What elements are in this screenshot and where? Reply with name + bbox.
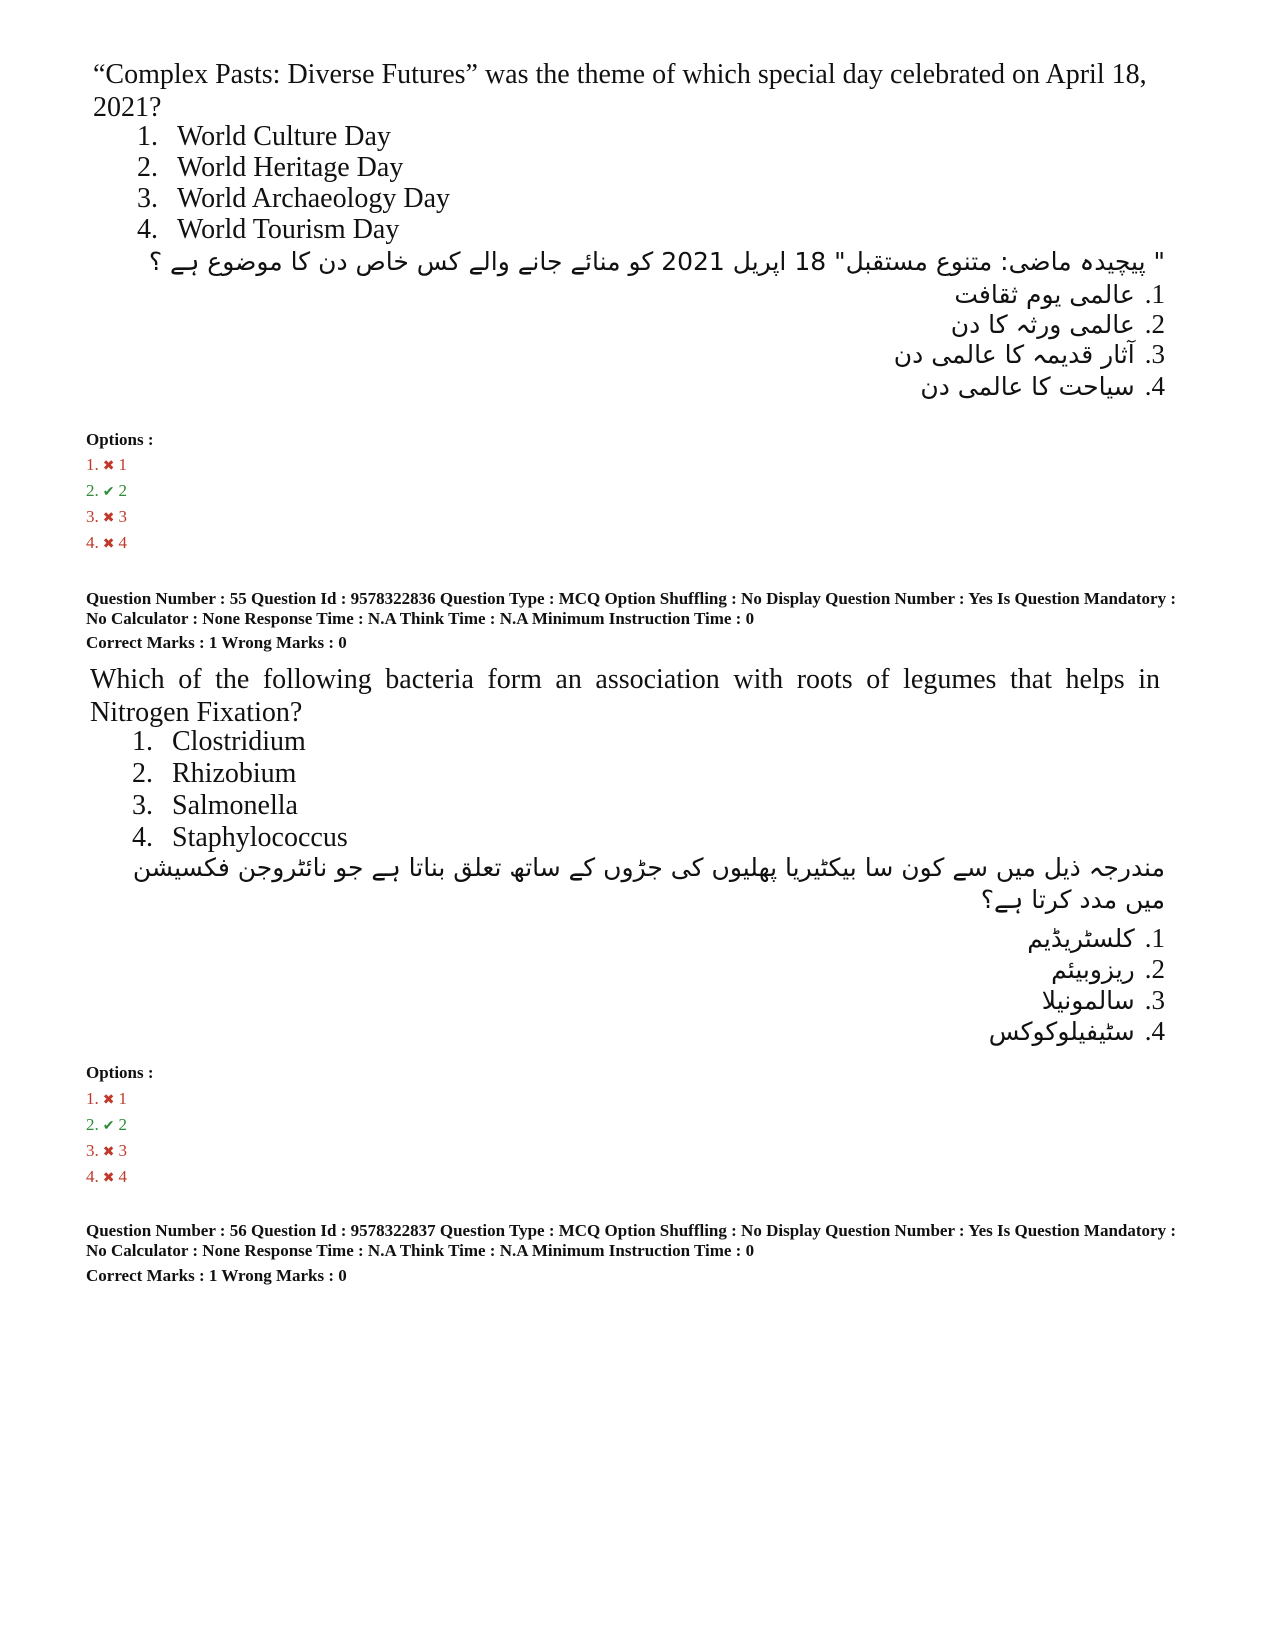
answer-option (86, 1141, 127, 1161)
urdu-option-label: سالمونیلا (1041, 986, 1135, 1015)
cross-icon: ✖ (102, 1171, 115, 1186)
answer-number: 3. (86, 1141, 99, 1160)
urdu-option (1051, 953, 1165, 986)
answer-value: 1 (118, 455, 127, 474)
question-option (132, 790, 298, 822)
answer-option (86, 455, 127, 475)
option-number: 2. (132, 758, 153, 789)
option-label: Salmonella (172, 790, 298, 821)
urdu-option (951, 308, 1165, 341)
option-number: 2. (137, 152, 158, 183)
question-option (132, 822, 348, 854)
option-label: World Archaeology Day (177, 183, 450, 214)
option-number: 2. (1144, 954, 1165, 984)
cross-icon: ✖ (102, 1145, 115, 1160)
option-label: Staphylococcus (172, 822, 348, 853)
option-number: 3. (137, 183, 158, 214)
answer-option (86, 1167, 127, 1187)
option-number: 2. (1144, 309, 1165, 339)
option-number: 1. (132, 726, 153, 757)
urdu-option-label: آثار قدیمہ کا عالمی دن (893, 340, 1135, 369)
urdu-option-label: ریزوبیئم (1051, 955, 1135, 984)
option-number: 4. (1144, 371, 1165, 401)
cross-icon: ✖ (102, 511, 115, 526)
cross-icon: ✖ (102, 1093, 115, 1108)
options-label: Options : (86, 1063, 154, 1082)
answer-number: 4. (86, 533, 99, 552)
question-option (137, 214, 399, 246)
answer-value: 4 (118, 1167, 127, 1186)
question-text: Which of the following bacteria form an association with roots of legumes that helps in Nitrogen Fixation? (90, 664, 1160, 728)
cross-icon: ✖ (102, 537, 115, 552)
urdu-question-text: مندرجہ ذیل میں سے کون سا بیکٹیریا پھلیوں کی جڑوں کے ساتھ تعلق بناتا ہے جو نائٹروجن فکسیشن میں مدد کرتا ہے؟ (132, 853, 1165, 914)
urdu-option-label: سٹیفیلوکوکس (988, 1017, 1135, 1046)
answer-number: 2. (86, 481, 99, 500)
urdu-question-text: " پیچیدہ ماضی: متنوع مستقبل" 18 اپریل 2021 کو منائے جانے والے کس خاص دن کا موضوع ہے ؟ (148, 247, 1165, 276)
answer-value: 2 (118, 481, 127, 500)
option-number: 4. (132, 822, 153, 853)
question-meta: Question Number : 55 Question Id : 9578322836 Question Type : MCQ Option Shuffling : No Display Question Number : Yes Is Question Mandatory : No Calculator : None Response Time : N.A Think Time : N.A Minimum Instruction Time : 0 (86, 589, 1176, 628)
option-number: 1. (137, 121, 158, 152)
answer-number: 2. (86, 1115, 99, 1134)
question-marks: Correct Marks : 1 Wrong Marks : 0 (86, 633, 347, 652)
urdu-option (894, 338, 1165, 371)
question-option (137, 121, 391, 153)
answer-option (86, 1089, 127, 1109)
answer-number: 3. (86, 507, 99, 526)
option-number: 3. (1144, 339, 1165, 369)
option-number: 1. (1144, 923, 1165, 953)
answer-option (86, 1115, 127, 1135)
urdu-option-label: سیاحت کا عالمی دن (920, 372, 1135, 401)
urdu-option (954, 278, 1165, 311)
option-label: World Culture Day (177, 121, 391, 152)
question-option (132, 726, 306, 758)
urdu-option-label: عالمی یوم ثقافت (954, 280, 1135, 309)
urdu-option (989, 1015, 1165, 1048)
option-number: 3. (1144, 985, 1165, 1015)
option-label: Clostridium (172, 726, 306, 757)
question-option (137, 152, 403, 184)
check-icon: ✔ (102, 1119, 115, 1134)
question-meta: Question Number : 56 Question Id : 9578322837 Question Type : MCQ Option Shuffling : No Display Question Number : Yes Is Question Mandatory : No Calculator : None Response Time : N.A Think Time : N.A Minimum Instruction Time : 0 (86, 1221, 1176, 1260)
option-number: 4. (1144, 1016, 1165, 1046)
answer-number: 1. (86, 455, 99, 474)
question-marks: Correct Marks : 1 Wrong Marks : 0 (86, 1266, 347, 1285)
urdu-option (1027, 922, 1165, 955)
answer-value: 4 (118, 533, 127, 552)
answer-value: 3 (118, 507, 127, 526)
answer-number: 1. (86, 1089, 99, 1108)
option-label: World Heritage Day (177, 152, 404, 183)
answer-option (86, 507, 127, 527)
option-label: World Tourism Day (177, 214, 400, 245)
cross-icon: ✖ (102, 459, 115, 474)
option-number: 3. (132, 790, 153, 821)
option-number: 1. (1144, 279, 1165, 309)
answer-number: 4. (86, 1167, 99, 1186)
answer-value: 3 (118, 1141, 127, 1160)
options-label: Options : (86, 430, 154, 449)
question-text: “Complex Pasts: Diverse Futures” was the theme of which special day celebrated on April 18, 2021? (93, 59, 1147, 123)
urdu-option (920, 370, 1165, 403)
check-icon: ✔ (102, 485, 115, 500)
option-number: 4. (137, 214, 158, 245)
question-option (132, 758, 296, 790)
urdu-option-label: کلسٹریڈیم (1027, 924, 1135, 953)
answer-option (86, 481, 127, 501)
urdu-option-label: عالمی ورثہ کا دن (950, 310, 1135, 339)
answer-option (86, 533, 127, 553)
question-option (137, 183, 450, 215)
answer-value: 1 (118, 1089, 127, 1108)
option-label: Rhizobium (172, 758, 297, 789)
answer-value: 2 (118, 1115, 127, 1134)
urdu-option (1042, 984, 1165, 1017)
